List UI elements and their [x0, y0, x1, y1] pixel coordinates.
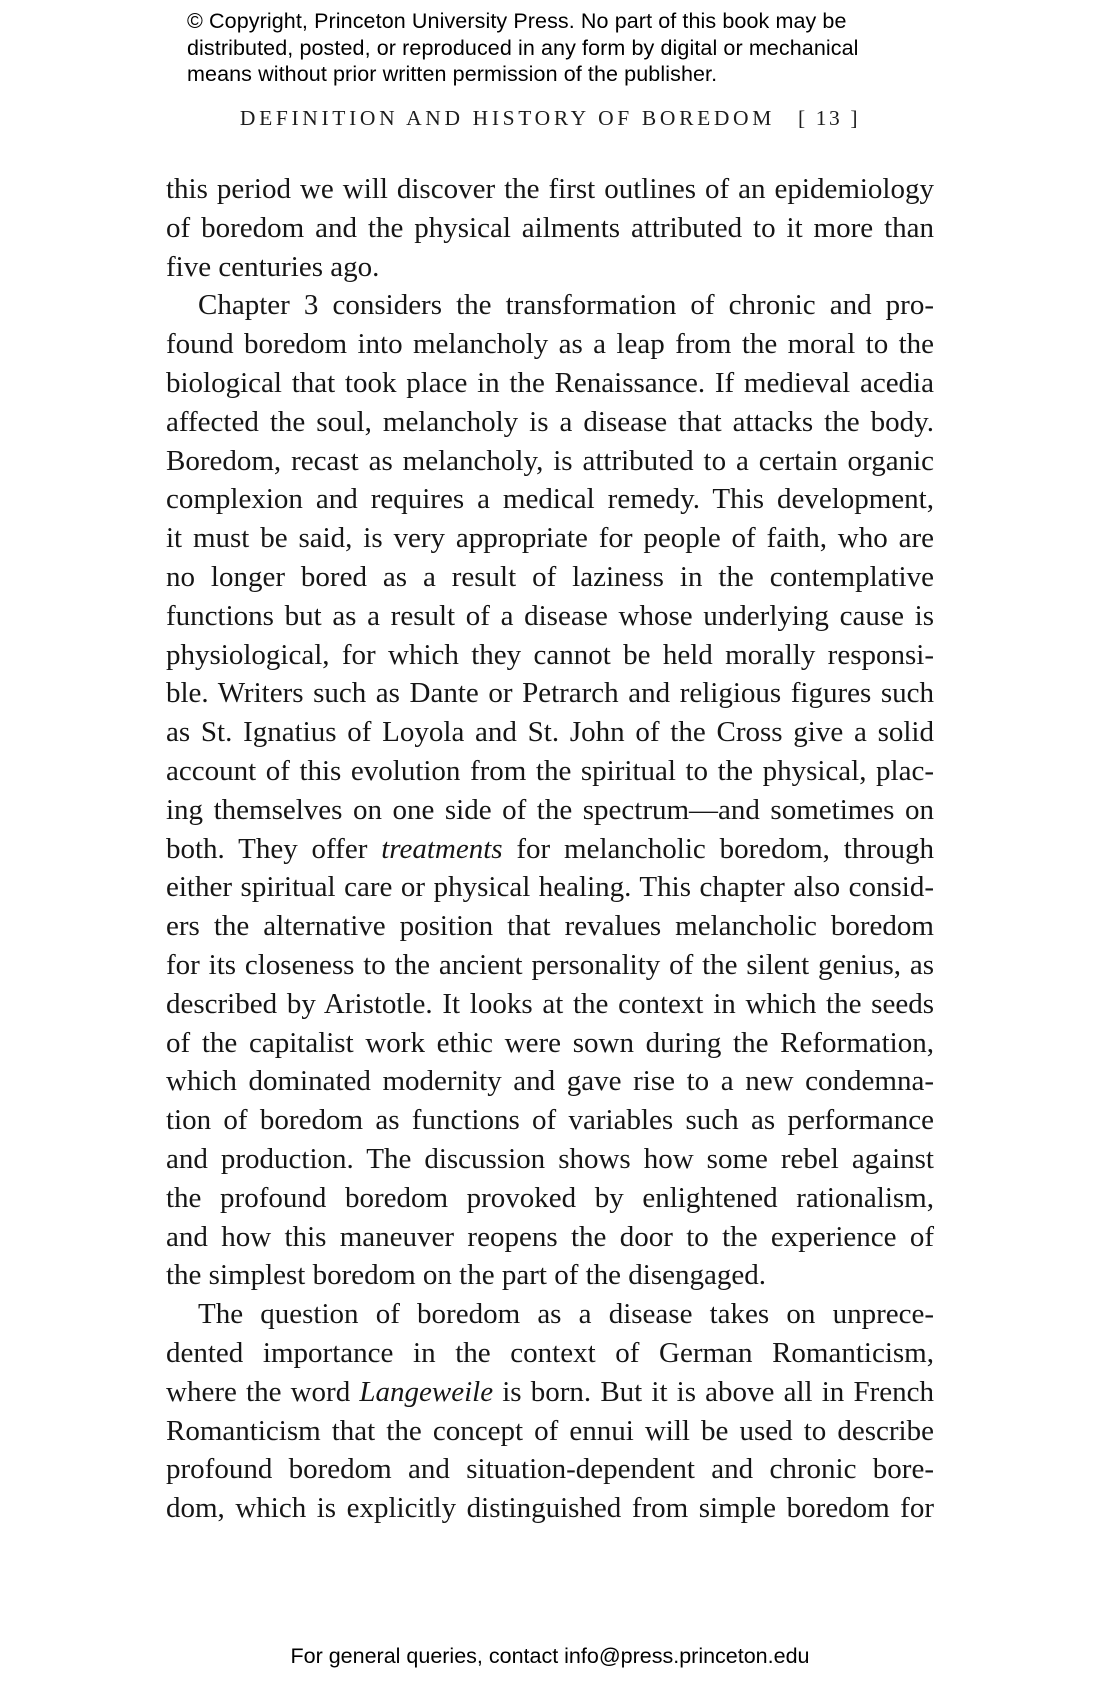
text-line: for its closeness to the ancient personality of the silent genius, as — [166, 948, 934, 981]
text-line: account of this evolution from the spiritual to the physical, plac- — [166, 754, 934, 787]
body-text — [166, 170, 934, 1528]
text-line: ing themselves on one side of the spectrum—and sometimes on — [166, 793, 934, 826]
text-line: of boredom and the physical ailments attributed to it more than — [166, 211, 934, 244]
text-line: tion of boredom as functions of variables such as performance — [166, 1104, 934, 1137]
text-line: both. They offer treatments for melancholic boredom, through — [166, 832, 934, 865]
paragraph — [166, 170, 934, 286]
copyright-line: means without prior written permission of the publisher. — [187, 62, 718, 86]
text-line: the simplest boredom on the part of the disengaged. — [166, 1259, 766, 1292]
text-line: dom, which is explicitly distinguished from simple boredom for — [166, 1492, 934, 1525]
paragraph — [166, 1295, 934, 1528]
text-line: and production. The discussion shows how some rebel against — [166, 1142, 934, 1175]
text-line: ers the alternative position that revalues melancholic boredom — [166, 910, 934, 943]
text-line: it must be said, is very appropriate for people of faith, who are — [166, 522, 934, 555]
copyright-line: distributed, posted, or reproduced in any form by digital or mechanical — [187, 35, 859, 60]
page-number: [ 13 ] — [798, 106, 861, 130]
footer-contact-note: For general queries, contact info@press.princeton.edu — [290, 1644, 810, 1668]
text-line: five centuries ago. — [166, 250, 380, 283]
text-line: no longer bored as a result of laziness in the contemplative — [166, 560, 934, 593]
text-line: The question of boredom as a disease takes on unprece- — [198, 1298, 934, 1331]
text-line: Chapter 3 considers the transformation of chronic and pro- — [198, 289, 934, 322]
text-line: as St. Ignatius of Loyola and St. John of the Cross give a solid — [166, 716, 934, 749]
text-line: biological that took place in the Renaissance. If medieval acedia — [166, 366, 934, 399]
text-line: dented importance in the context of German Romanticism, — [166, 1336, 934, 1369]
text-line: of the capitalist work ethic were sown during the Reformation, — [166, 1026, 934, 1059]
copyright-line: © Copyright, Princeton University Press. No part of this book may be — [187, 9, 847, 33]
text-line: profound boredom and situation-dependent and chronic bore- — [166, 1453, 934, 1486]
text-line: either spiritual care or physical healing. This chapter also consid- — [166, 871, 934, 904]
text-line: where the word Langeweile is born. But it is above all in French — [166, 1375, 935, 1408]
text-line: Boredom, recast as melancholy, is attributed to a certain organic — [166, 444, 934, 477]
text-line: functions but as a result of a disease whose underlying cause is — [166, 599, 934, 632]
text-line: and how this maneuver reopens the door to the experience of — [166, 1220, 934, 1253]
text-line: this period we will discover the first outlines of an epidemiology — [166, 173, 934, 205]
text-line: which dominated modernity and gave rise to a new condemna- — [166, 1065, 934, 1098]
text-line: complexion and requires a medical remedy. This development, — [166, 483, 934, 516]
text-line: Romanticism that the concept of ennui will be used to describe — [166, 1414, 934, 1447]
text-line: described by Aristotle. It looks at the context in which the seeds — [166, 987, 934, 1020]
text-line: physiological, for which they cannot be held morally responsi- — [166, 638, 934, 671]
copyright-notice — [187, 8, 887, 88]
text-line: the profound boredom provoked by enlightened rationalism, — [166, 1181, 934, 1214]
text-line: affected the soul, melancholy is a disease that attacks the body. — [166, 405, 934, 438]
paragraph — [166, 286, 934, 1295]
text-line: ble. Writers such as Dante or Petrarch and religious figures such — [166, 677, 934, 710]
text-line: found boredom into melancholy as a leap from the moral to the — [166, 328, 934, 361]
running-header — [0, 106, 1100, 131]
chapter-title: DEFINITION AND HISTORY OF BOREDOM — [239, 106, 775, 130]
